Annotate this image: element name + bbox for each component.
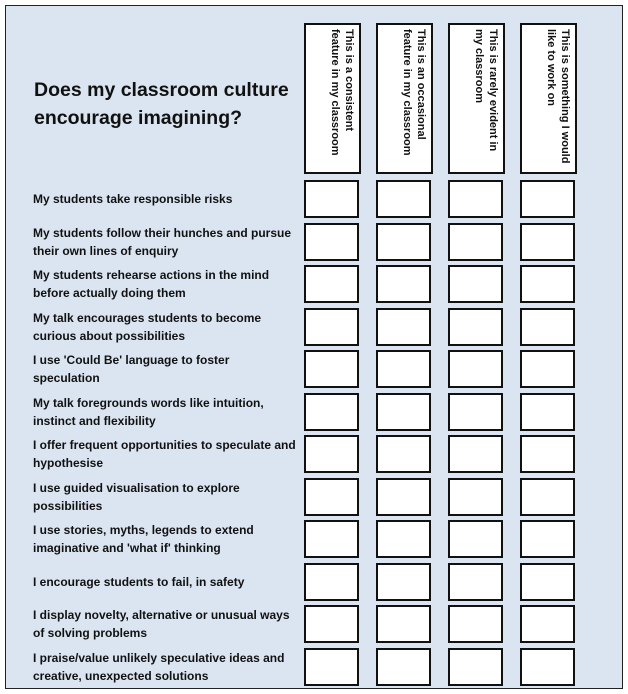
column-header-2 — [376, 23, 433, 174]
statement-label: I encourage students to fail, in safety — [33, 575, 245, 589]
checkbox-row-9-col-1[interactable] — [304, 520, 359, 558]
checkbox-row-11-col-2[interactable] — [376, 605, 431, 643]
checkbox-row-5-col-2[interactable] — [376, 350, 431, 388]
checkbox-row-1-col-1[interactable] — [304, 180, 359, 218]
checkbox-row-1-col-2[interactable] — [376, 180, 431, 218]
statement-label: My students follow their hunches and pursue their own lines of enquiry — [33, 226, 292, 258]
checkbox-row-8-col-1[interactable] — [304, 478, 359, 516]
checkbox-row-12-col-4[interactable] — [520, 648, 575, 686]
checkbox-row-11-col-4[interactable] — [520, 605, 575, 643]
checkbox-row-4-col-2[interactable] — [376, 308, 431, 346]
column-header-3 — [448, 23, 505, 174]
checkbox-row-10-col-3[interactable] — [448, 563, 503, 601]
checkbox-row-5-col-3[interactable] — [448, 350, 503, 388]
column-header-label: This is a consistent feature in my classroom — [329, 29, 355, 156]
checkbox-row-3-col-4[interactable] — [520, 265, 575, 303]
checkbox-row-2-col-2[interactable] — [376, 223, 431, 261]
checkbox-row-12-col-1[interactable] — [304, 648, 359, 686]
checkbox-row-2-col-3[interactable] — [448, 223, 503, 261]
statement-label: My students rehearse actions in the mind before actually doing them — [33, 268, 270, 300]
checkbox-row-11-col-3[interactable] — [448, 605, 503, 643]
checkbox-row-7-col-4[interactable] — [520, 435, 575, 473]
checkbox-row-1-col-4[interactable] — [520, 180, 575, 218]
column-header-label: This is something I would like to work on — [545, 29, 571, 164]
checkbox-row-7-col-1[interactable] — [304, 435, 359, 473]
checkbox-row-7-col-2[interactable] — [376, 435, 431, 473]
checkbox-row-4-col-1[interactable] — [304, 308, 359, 346]
statement-label: My students take responsible risks — [33, 192, 233, 206]
checkbox-row-3-col-1[interactable] — [304, 265, 359, 303]
statement-label: My talk foregrounds words like intuition, instinct and flexibility — [33, 396, 264, 428]
checkbox-row-7-col-3[interactable] — [448, 435, 503, 473]
checkbox-row-2-col-4[interactable] — [520, 223, 575, 261]
checkbox-row-11-col-1[interactable] — [304, 605, 359, 643]
checkbox-row-5-col-1[interactable] — [304, 350, 359, 388]
checkbox-row-8-col-3[interactable] — [448, 478, 503, 516]
checkbox-row-9-col-4[interactable] — [520, 520, 575, 558]
checkbox-row-6-col-1[interactable] — [304, 393, 359, 431]
checkbox-row-4-col-3[interactable] — [448, 308, 503, 346]
checkbox-row-10-col-2[interactable] — [376, 563, 431, 601]
checkbox-row-12-col-2[interactable] — [376, 648, 431, 686]
statement-label: I praise/value unlikely speculative ideas and creative, unexpected solutions — [33, 651, 285, 683]
statement-label: I use stories, myths, legends to extend imaginative and 'what if' thinking — [33, 523, 254, 555]
checkbox-row-4-col-4[interactable] — [520, 308, 575, 346]
column-header-label: This is an occasional feature in my classroom — [401, 29, 427, 156]
checkbox-row-8-col-2[interactable] — [376, 478, 431, 516]
column-header-label: This is rarely evident in my classroom — [473, 29, 499, 152]
statement-label: I use 'Could Be' language to foster speculation — [33, 353, 230, 385]
page-title: Does my classroom culture encourage imagining? — [34, 79, 289, 129]
statement-label: My talk encourages students to become curious about possibilities — [33, 311, 262, 343]
column-header-4 — [520, 23, 577, 174]
checkbox-row-12-col-3[interactable] — [448, 648, 503, 686]
checkbox-row-2-col-1[interactable] — [304, 223, 359, 261]
statement-label: I offer frequent opportunities to speculate and hypothesise — [33, 438, 296, 470]
checkbox-row-6-col-2[interactable] — [376, 393, 431, 431]
checkbox-row-6-col-3[interactable] — [448, 393, 503, 431]
checkbox-row-3-col-3[interactable] — [448, 265, 503, 303]
column-header-1 — [304, 23, 361, 174]
checkbox-row-5-col-4[interactable] — [520, 350, 575, 388]
checkbox-row-10-col-1[interactable] — [304, 563, 359, 601]
checklist-sheet — [5, 5, 623, 689]
checkbox-row-10-col-4[interactable] — [520, 563, 575, 601]
checkbox-row-6-col-4[interactable] — [520, 393, 575, 431]
statement-label: I display novelty, alternative or unusual ways of solving problems — [33, 608, 290, 640]
checkbox-row-8-col-4[interactable] — [520, 478, 575, 516]
checkbox-row-9-col-3[interactable] — [448, 520, 503, 558]
statement-label: I use guided visualisation to explore possibilities — [33, 481, 240, 513]
checkbox-row-1-col-3[interactable] — [448, 180, 503, 218]
checkbox-row-3-col-2[interactable] — [376, 265, 431, 303]
checkbox-row-9-col-2[interactable] — [376, 520, 431, 558]
